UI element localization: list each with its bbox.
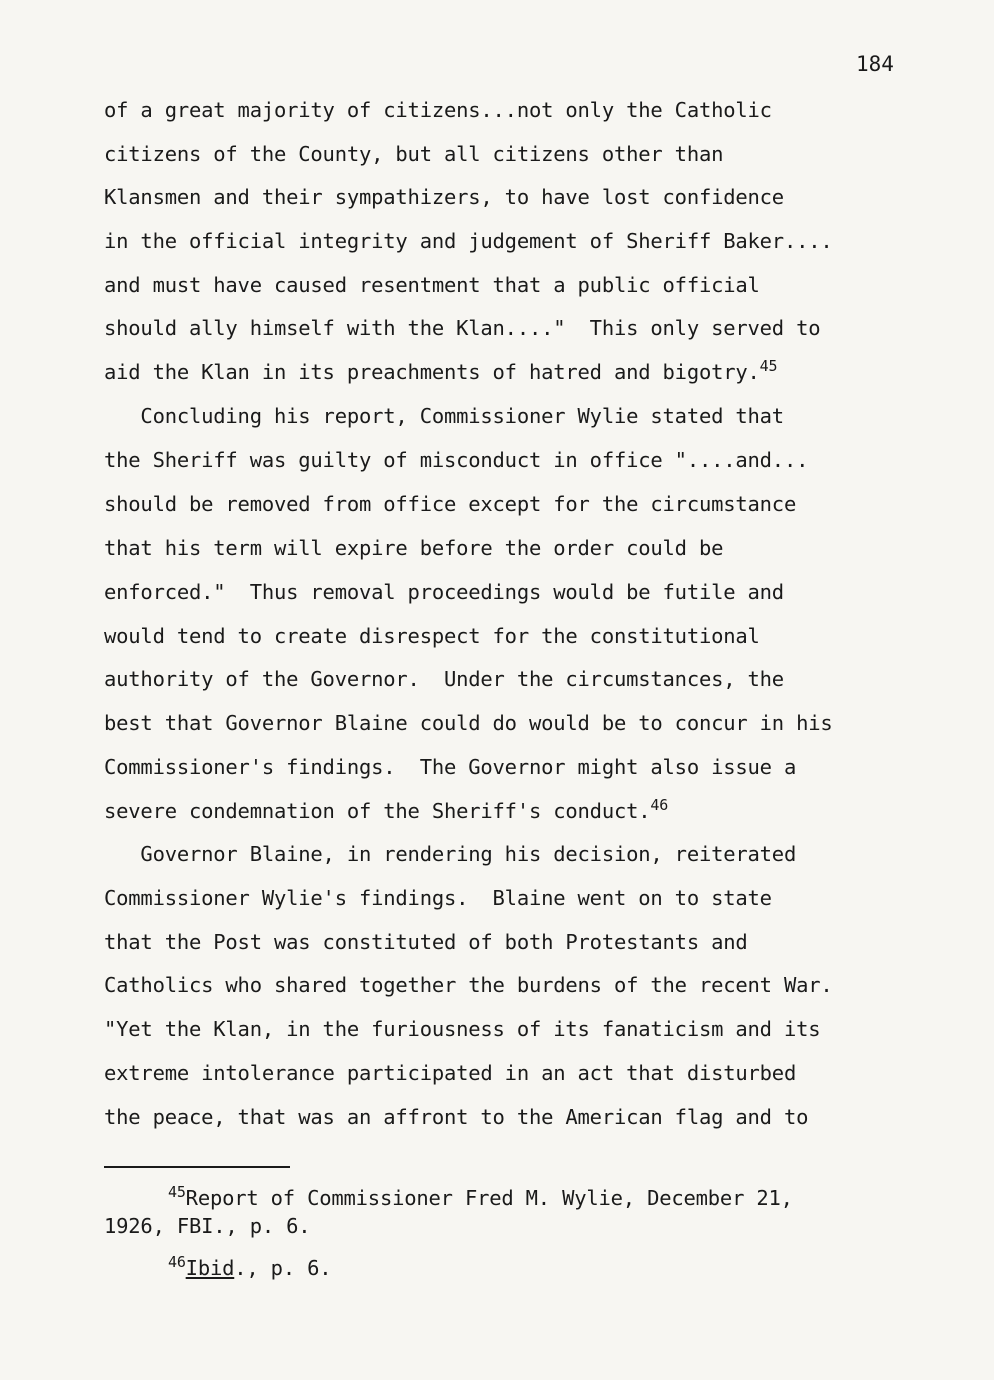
- body-line: [104, 357, 778, 384]
- body-line: extreme intolerance participated in an act that disturbed: [104, 1061, 797, 1085]
- body-line: "Yet the Klan, in the furiousness of its fanaticism and its: [104, 1017, 821, 1041]
- footnote-46: [168, 1253, 332, 1280]
- body-line: authority of the Governor. Under the circumstances, the: [104, 667, 784, 691]
- footnote-reference-45: 45: [759, 357, 778, 375]
- body-line: Catholics who shared together the burdens of the recent War.: [104, 973, 833, 997]
- body-line: Klansmen and their sympathizers, to have lost confidence: [104, 185, 784, 209]
- body-line: enforced." Thus removal proceedings would be futile and: [104, 580, 784, 604]
- footnote-46-ibid: Ibid: [185, 1256, 235, 1280]
- body-line: the Sheriff was guilty of misconduct in office "....and...: [104, 448, 809, 472]
- body-line: best that Governor Blaine could do would be to concur in his: [104, 711, 833, 735]
- body-line: that the Post was constituted of both Protestants and: [104, 930, 748, 954]
- body-line: should ally himself with the Klan...." This only served to: [104, 316, 821, 340]
- footnote-45-continued: 1926, FBI., p. 6.: [104, 1214, 311, 1238]
- body-line: in the official integrity and judgement of Sheriff Baker....: [104, 229, 833, 253]
- body-line: that his term will expire before the order could be: [104, 536, 724, 560]
- body-line: of a great majority of citizens...not only the Catholic: [104, 98, 772, 122]
- body-line-text: severe condemnation of the Sheriff's conduct.: [104, 799, 651, 823]
- body-line: would tend to create disrespect for the constitutional: [104, 624, 760, 648]
- page-number: 184: [856, 52, 894, 76]
- body-line: should be removed from office except for the circumstance: [104, 492, 797, 516]
- footnote-45-text: Report of Commissioner Fred M. Wylie, December 21,: [185, 1186, 793, 1210]
- body-line: the peace, that was an affront to the American flag and to: [104, 1105, 809, 1129]
- body-line: Commissioner Wylie's findings. Blaine went on to state: [104, 886, 772, 910]
- footnote-reference-46: 46: [650, 796, 669, 814]
- footnote-divider: [104, 1166, 290, 1168]
- footnote-mark-45: 45: [168, 1183, 186, 1201]
- body-line: citizens of the County, but all citizens other than: [104, 142, 724, 166]
- body-line-text: aid the Klan in its preachments of hatred and bigotry.: [104, 360, 760, 384]
- body-line: Governor Blaine, in rendering his decision, reiterated: [104, 842, 797, 866]
- footnote-45: [168, 1183, 793, 1210]
- footnote-46-text: ., p. 6.: [234, 1256, 332, 1280]
- body-line: and must have caused resentment that a public official: [104, 273, 760, 297]
- body-line: Commissioner's findings. The Governor might also issue a: [104, 755, 797, 779]
- body-line: [104, 796, 669, 823]
- body-line: Concluding his report, Commissioner Wylie stated that: [104, 404, 784, 428]
- footnote-mark-46: 46: [168, 1253, 186, 1271]
